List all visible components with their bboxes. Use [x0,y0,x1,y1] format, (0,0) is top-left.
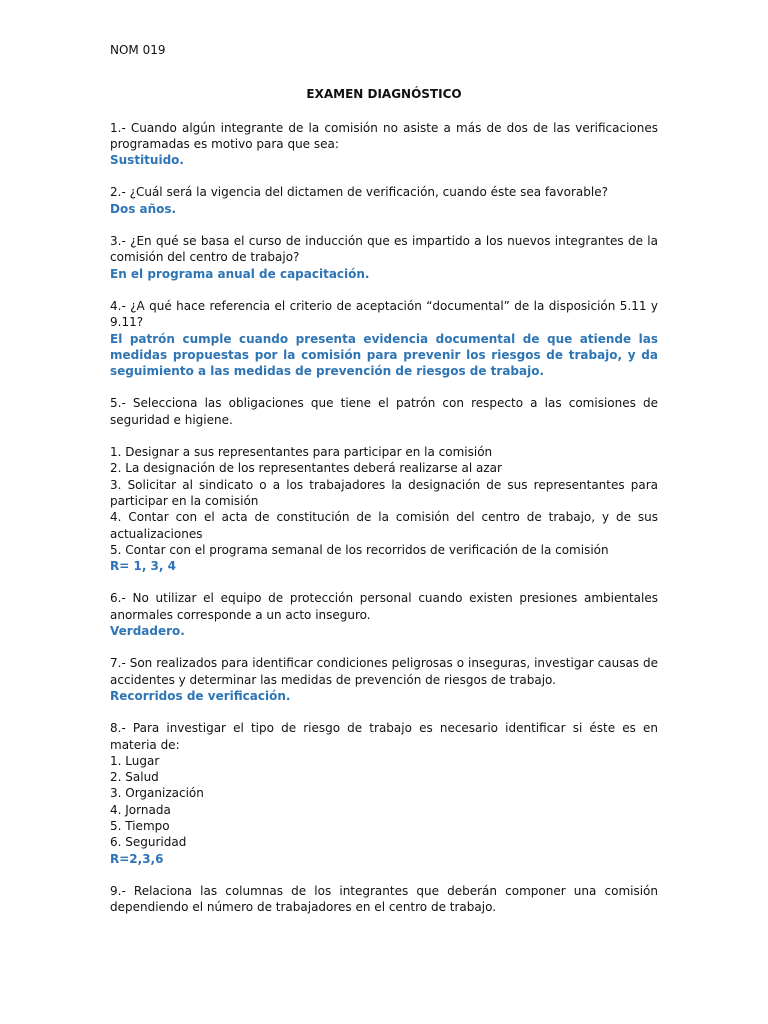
option-item: 5. Contar con el programa semanal de los recorridos de verificación de la comisión [110,542,609,557]
question-7 [110,655,658,704]
question-text: 2.- ¿Cuál será la vigencia del dictamen de verificación, cuando éste sea favorable? [110,185,608,200]
answer-text: Sustituido. [110,153,184,168]
question-5 [110,395,658,574]
question-text: 7.- Son realizados para identificar condiciones peligrosas o inseguras, investigar causas de accidentes y determinar las medidas de prevención de riesgos de trabajo. [110,656,658,687]
question-3 [110,233,658,282]
document-page [110,42,658,931]
question-1 [110,120,658,169]
question-text: 5.- Selecciona las obligaciones que tiene el patrón con respecto a las comisiones de seguridad e higiene. [110,396,658,427]
answer-text: Recorridos de verificación. [110,688,291,703]
option-item: 2. La designación de los representantes deberá realizarse al azar [110,461,502,476]
option-item: 4. Contar con el acta de constitución de la comisión del centro de trabajo, y de sus actualizaciones [110,510,658,541]
option-item: 3. Solicitar al sindicato o a los trabajadores la designación de sus representantes para participar en la comisión [110,477,658,508]
answer-text: R=2,3,6 [110,851,164,866]
question-text: 9.- Relaciona las columnas de los integrantes que deberán componer una comisión dependiendo el número de trabajadores en el centro de trabajo. [110,883,658,915]
answer-text: El patrón cumple cuando presenta evidencia documental de que atiende las medidas propuestas por la comisión para prevenir los riesgos de trabajo, y da seguimiento a las medidas de prevención de riesgos de trabajo. [110,331,658,379]
question-9 [110,883,658,916]
options-list [110,444,658,558]
question-text: 1.- Cuando algún integrante de la comisión no asiste a más de dos de las verificaciones programadas es motivo para que sea: [110,120,658,151]
option-item: 4. Jornada [110,802,171,817]
question-text: 8.- Para investigar el tipo de riesgo de trabajo es necesario identificar si éste es en materia de: [110,721,658,752]
option-item: 2. Salud [110,770,159,785]
option-item: 1. Designar a sus representantes para participar en la comisión [110,445,493,460]
question-6 [110,590,658,639]
answer-text: Verdadero. [110,624,185,639]
question-text: 3.- ¿En qué se basa el curso de inducción que es impartido a los nuevos integrantes de la comisión del centro de trabajo? [110,234,658,265]
answer-text: R= 1, 3, 4 [110,559,176,574]
option-item: 6. Seguridad [110,835,187,850]
question-8 [110,720,658,867]
option-item: 1. Lugar [110,753,160,768]
answer-text: En el programa anual de capacitación. [110,266,370,281]
question-2 [110,184,658,217]
question-text: 4.- ¿A qué hace referencia el criterio de aceptación “documental” de la disposición 5.11 y 9.11? [110,298,658,330]
question-4 [110,298,658,379]
answer-text: Dos años. [110,201,177,216]
option-item: 5. Tiempo [110,818,170,833]
document-title: EXAMEN DIAGNÓSTICO [306,87,462,102]
question-text: 6.- No utilizar el equipo de protección personal cuando existen presiones ambientales anormales corresponde a un acto inseguro. [110,591,658,622]
document-code: NOM 019 [110,43,166,57]
option-item: 3. Organización [110,786,204,801]
options-list [110,753,658,851]
